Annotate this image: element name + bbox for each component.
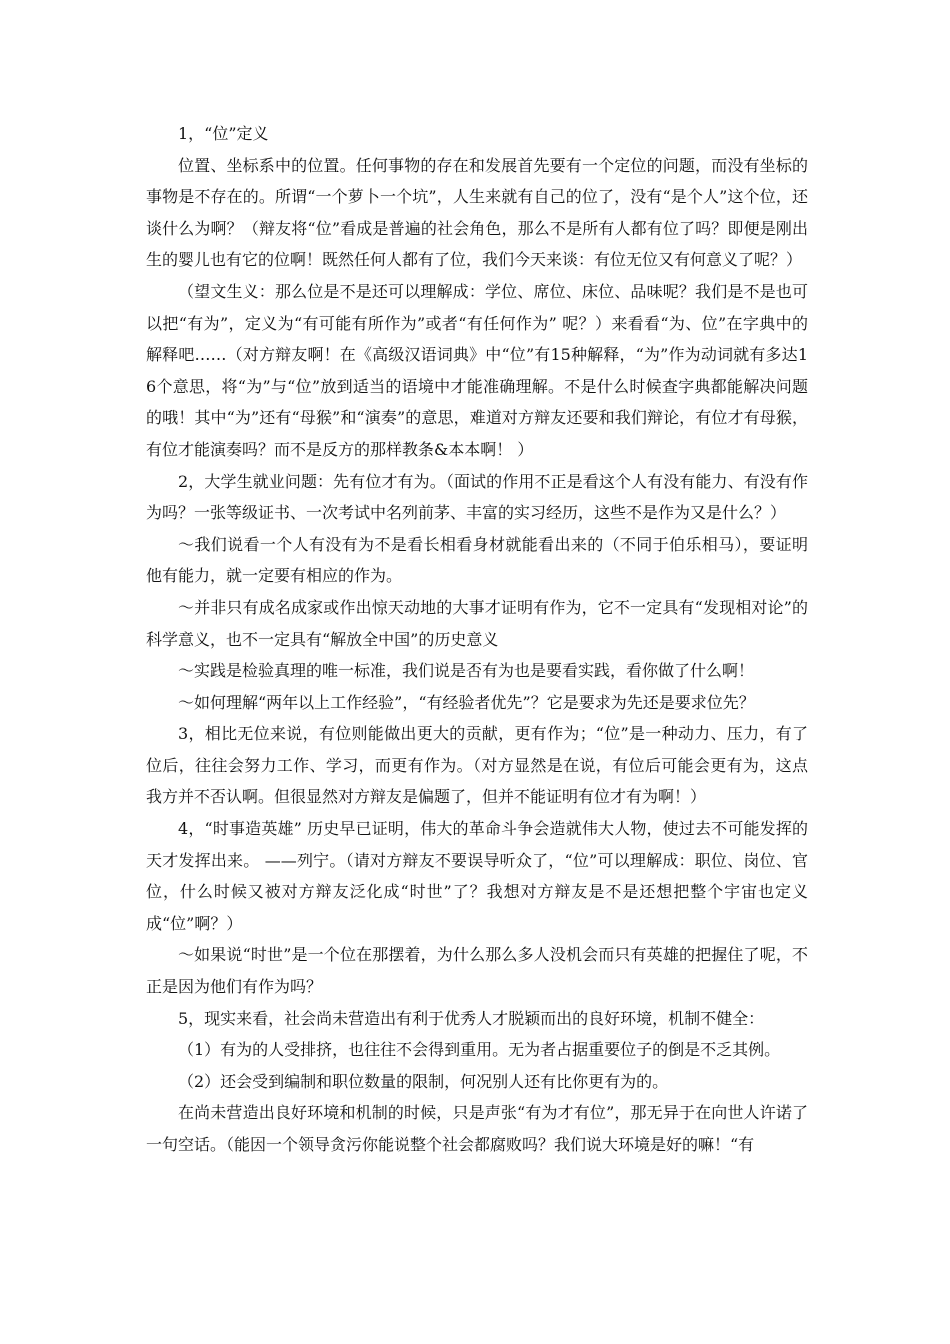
- sub-point-practice: ～实践是检验真理的唯一标准，我们说是否有为也是要看实践，看你做了什么啊！: [178, 661, 755, 681]
- sub-point-achievement: ～并非只有成名成家或作出惊天动地的大事才证明有作为，它不一定具有“发现相对论”的科学意义，也不一定具有“解放全中国”的历史意义: [146, 597, 808, 649]
- sub-point-times: ～如果说“时世”是一个位在那摆着，为什么那么多人没机会而只有英雄的把握住了呢，不正是因为他们有作为吗？: [146, 945, 808, 997]
- point-5-reality: 5，现实来看，社会尚未营造出有利于优秀人才脱颖而出的良好环境，机制不健全：: [178, 1008, 765, 1028]
- list-item-2: （2）还会受到编制和职位数量的限制，何况别人还有比你更有为的。: [178, 1071, 669, 1091]
- point-2-employment: 2，大学生就业问题：先有位才有为。（面试的作用不正是看这个人有没有能力、有没有作为吗？一张等级证书、一次考试中名列前茅、丰富的实习经历，这些不是作为又是什么？）: [146, 471, 808, 523]
- paragraph-dictionary-interpretation: （望文生义：那么位是不是还可以理解成：学位、席位、床位、品味呢？我们是不是也可以把“有为”，定义为“有可能有所作为”或者“有任何作为” 呢？）来看看“为、位”在字典中的解释吧……（对方辩友啊！在《高级汉语词典》中“位”有15种解释，“为”作为动词就有多达16个意思，将“为”与“位”放到适当的语境中才能准确理解。不是什么时候查字典都能解决问题的哦！其中“为”还有“母猴”和“演奏”的意思，难道对方辩友还要和我们辩论，有位才有母猴，有位才能演奏吗？而不是反方的那样教条&本本啊！ ）: [146, 281, 808, 459]
- point-4-heroes: 4，“时事造英雄” 历史早已证明，伟大的革命斗争会造就伟大人物，使过去不可能发挥的天才发挥出来。 ——列宁。（请对方辩友不要误导听众了，“位”可以理解成：职位、岗位、官位，什么时候又被对方辩友泛化成“时世”了？我想对方辩友是不是还想把整个宇宙也定义成“位”啊？）: [146, 819, 808, 933]
- point-3-contribution: 3，相比无位来说，有位则能做出更大的贡献，更有作为；“位”是一种动力、压力，有了位后，往往会努力工作、学习，而更有作为。（对方显然是在说，有位后可能会更有为，这点我方并不否认啊。但很显然对方辩友是偏题了，但并不能证明有位才有为啊！）: [146, 724, 808, 807]
- sub-point-experience: ～如何理解“两年以上工作经验”，“有经验者优先”？它是要求为先还是要求位先？: [178, 692, 755, 712]
- document-body: [146, 118, 808, 1161]
- list-item-1: （1）有为的人受排挤，也往往不会得到重用。无为者占据重要位子的倒是不乏其例。: [178, 1040, 781, 1060]
- heading-definition-of-wei: 1，“位”定义: [178, 124, 269, 143]
- paragraph-position-coordinate: 位置、坐标系中的位置。任何事物的存在和发展首先要有一个定位的问题，而没有坐标的事物是不存在的。所谓“一个萝卜一个坑”，人生来就有自己的位了，没有“是个人”这个位，还谈什么为啊？（辩友将“位”看成是普遍的社会角色，那么不是所有人都有位了吗？即便是刚出生的婴儿也有它的位啊！既然任何人都有了位，我们今天来谈：有位无位又有何意义了呢？）: [146, 155, 808, 270]
- sub-point-appearance: ～我们说看一个人有没有为不是看长相看身材就能看出来的（不同于伯乐相马），要证明他有能力，就一定要有相应的作为。: [146, 534, 808, 586]
- paragraph-conclusion: 在尚未营造出良好环境和机制的时候，只是声张“有为才有位”，那无异于在向世人许诺了一句空话。（能因一个领导贪污你能说整个社会都腐败吗？我们说大环境是好的嘛！“有: [146, 1103, 808, 1154]
